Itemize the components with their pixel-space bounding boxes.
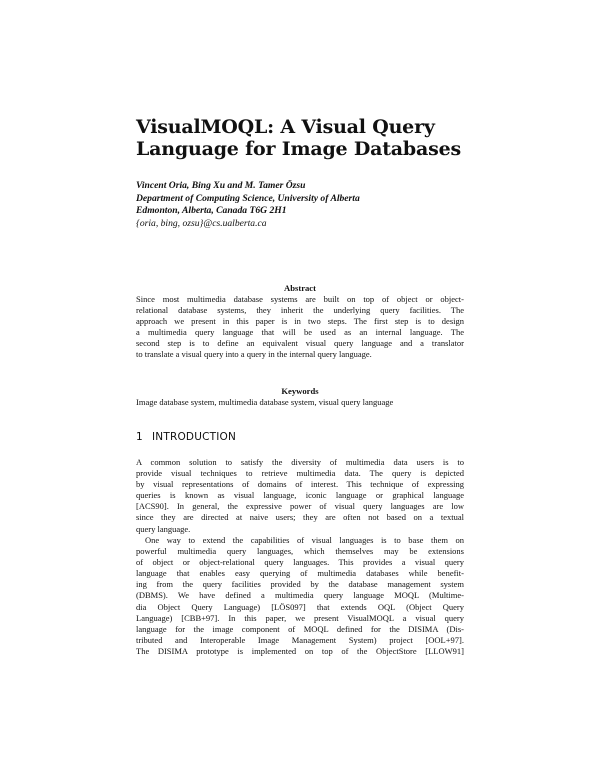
intro-line: A common solution to satisfy the diversity of multimedia data users is to	[136, 457, 464, 467]
title-line-2: Language for Image Databases	[136, 138, 461, 160]
intro-line: language that enables easy querying of multimedia databases while benefit-	[136, 568, 464, 579]
title-line-1: VisualMOQL: A Visual Query	[136, 116, 435, 138]
intro-line: One way to extend the capabilities of visual languages is to base them on	[145, 535, 464, 545]
intro-line: by visual representations of domains of interest. This technique of expressing	[136, 479, 464, 490]
abstract-line: relational database systems, they inherit the underlying query facilities. The	[136, 305, 464, 316]
author-address: Edmonton, Alberta, Canada T6G 2H1	[136, 205, 287, 216]
author-block	[136, 180, 464, 230]
author-names: Vincent Oria, Bing Xu and M. Tamer Özsu	[136, 180, 306, 191]
keywords-body	[136, 397, 464, 408]
keywords-text: Image database system, multimedia database system, visual query language	[136, 397, 394, 407]
section-number: 1	[136, 431, 143, 443]
intro-paragraph-2	[136, 535, 464, 657]
intro-line: query language.	[136, 523, 191, 534]
intro-line: tributed and Interoperable Image Management System) project [OOL+97].	[136, 634, 464, 645]
intro-line: (DBMS). We have defined a multimedia query language MOQL (Multime-	[136, 590, 464, 601]
abstract-line: a multimedia query language that will be used as an internal language. The	[136, 327, 464, 338]
abstract-line: approach we present in this paper is in two steps. The first step is to design	[136, 316, 464, 327]
author-email: {oria, bing, ozsu}@cs.ualberta.ca	[136, 217, 267, 229]
intro-line: since they are directed at naive users; they are often not based on a textual	[136, 512, 464, 523]
abstract-heading: Abstract	[284, 283, 316, 293]
keywords-heading: Keywords	[281, 386, 319, 396]
section-heading-introduction	[136, 431, 464, 444]
abstract-line: second step is to define an equivalent visual query language and a translator	[136, 338, 464, 349]
intro-line: [ACS90]. In general, the expressive power of visual query languages are low	[136, 501, 464, 512]
intro-line: language for the image component of MOQL defined for the DISIMA (Dis-	[136, 623, 464, 634]
intro-line: of object or object-relational query languages. This provides a visual query	[136, 557, 464, 568]
intro-line: dia Object Query Language) [LÖS097] that extends OQL (Object Query	[136, 601, 464, 612]
intro-line: powerful multimedia query languages, which themselves may be extensions	[136, 546, 464, 557]
abstract-body	[136, 294, 464, 361]
abstract-line: to translate a visual query into a query in the internal query language.	[136, 349, 372, 360]
abstract-line: Since most multimedia database systems are built on top of object or object-	[136, 294, 464, 304]
paper-title	[136, 116, 464, 160]
intro-line: The DISIMA prototype is implemented on top of the ObjectStore [LLOW91]	[136, 645, 464, 656]
section-title: INTRODUCTION	[152, 431, 237, 443]
intro-paragraph-1	[136, 457, 464, 535]
intro-line: ing from the query facilities provided by the database management system	[136, 579, 464, 590]
intro-line: provide visual techniques to retrieve multimedia data. The query is depicted	[136, 468, 464, 479]
intro-line: Language) [CBB+97]. In this paper, we present VisualMOQL a visual query	[136, 612, 464, 623]
intro-line: queries is known as visual language, iconic language or graphical language	[136, 490, 464, 501]
author-department: Department of Computing Science, University of Alberta	[136, 192, 360, 204]
